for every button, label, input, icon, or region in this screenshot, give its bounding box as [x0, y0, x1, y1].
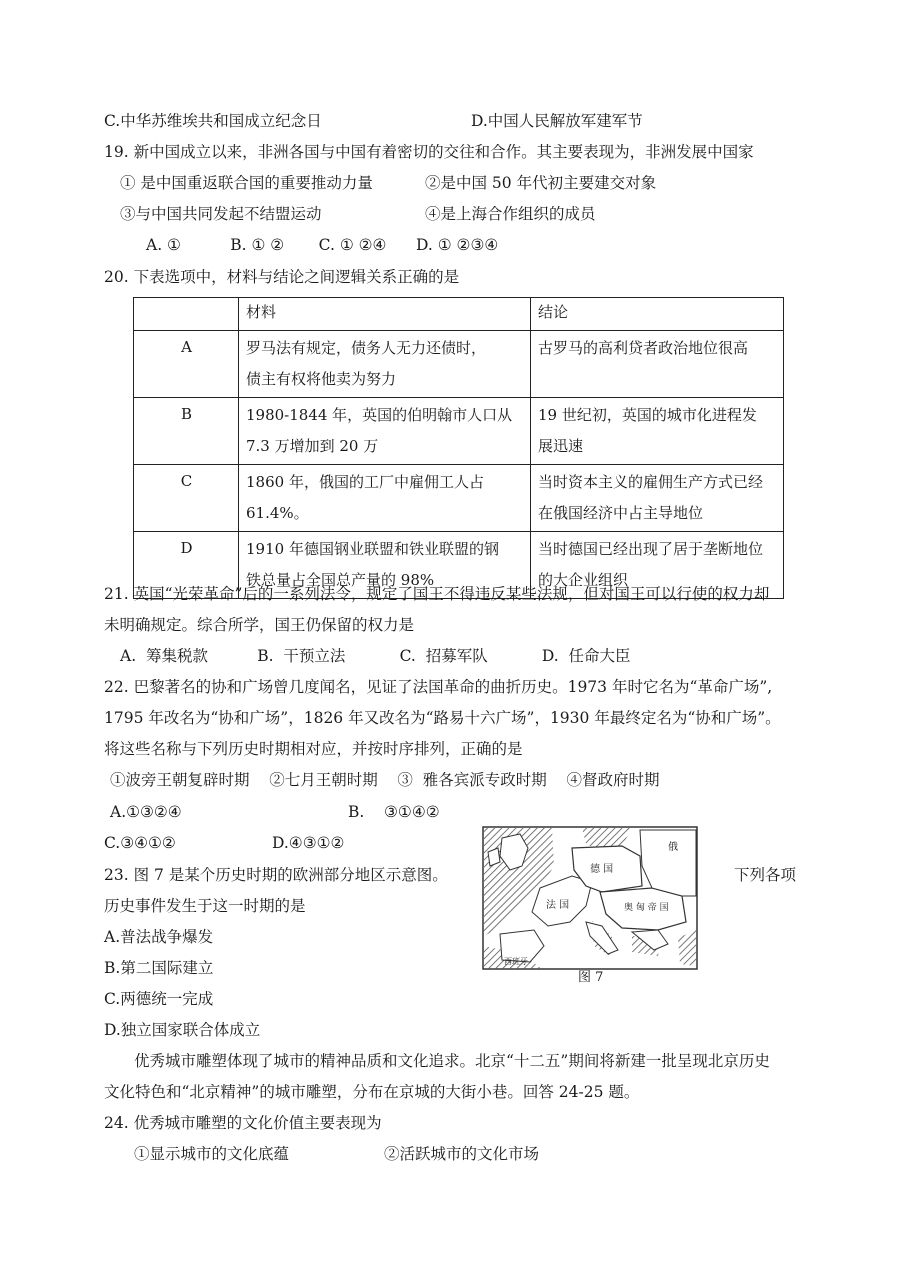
map-caption: 图 7	[578, 970, 604, 985]
conclusion-cell	[531, 465, 784, 532]
europe-map-figure	[482, 826, 698, 990]
q19-options: A. ① B. ① ② C. ① ②④ D. ① ②③④	[146, 236, 499, 254]
q23-line-2: 历史事件发生于这一时期的是	[104, 897, 306, 915]
q22-line-1: 22. 巴黎著名的协和广场曾几度闻名，见证了法国革命的曲折历史。1973 年时它名为“革命广场”,	[104, 678, 773, 696]
q20-stem: 20. 下表选项中，材料与结论之间逻辑关系正确的是	[104, 268, 460, 286]
q19-item-1: ① 是中国重返联合国的重要推动力量	[120, 174, 373, 192]
conclusion-cell	[531, 331, 784, 398]
cell-line: 1860 年，俄国的工厂中雇佣工人占	[246, 473, 484, 491]
q21-line-1: 21. 英国“光荣革命”后的一系列法令，规定了国王不得违反某些法规，但对国王可以行使的权力却	[104, 585, 770, 603]
material-cell	[239, 331, 531, 398]
cell-line: 61.4%。	[246, 504, 309, 522]
cell-line: 1910 年德国钢业联盟和铁业联盟的钢	[246, 540, 499, 558]
q22-periods: ①波旁王朝复辟时期 ②七月王朝时期 ③ 雅各宾派专政时期 ④督政府时期	[110, 771, 660, 789]
row-label: D	[134, 532, 239, 599]
cell-line: 19 世纪初，英国的城市化进程发	[538, 406, 757, 424]
row-label: C	[134, 465, 239, 532]
table-row	[134, 331, 784, 398]
cell-line	[538, 364, 777, 395]
map-label-spain: 西班牙	[504, 957, 528, 966]
table-header-cell: 材料	[239, 298, 531, 331]
cell-line: 的大企业组织	[538, 571, 629, 589]
q22-line-3: 将这些名称与下列历史时期相对应，并按时序排列，正确的是	[104, 740, 523, 758]
cell-line: 在俄国经济中占主导地位	[538, 504, 704, 522]
cell-line: 债主有权将他卖为努力	[246, 370, 397, 388]
q22-option-a: A.①③②④	[110, 803, 182, 821]
map-label-russia: 俄	[668, 842, 678, 853]
europe-map-image	[482, 826, 698, 970]
map-label-france: 法 国	[546, 900, 570, 911]
q22-line-2: 1795 年改名为“协和广场”，1826 年又改名为“路易十六广场”，1930 年最终定名为“协和广场”。	[104, 709, 781, 727]
row-label: B	[134, 398, 239, 465]
q21-options: A. 筹集税款 B. 干预立法 C. 招募军队 D. 任命大臣	[120, 647, 631, 665]
q18-option-c: C.中华苏维埃共和国成立纪念日	[104, 112, 322, 130]
q23-stem-right: 下列各项	[734, 866, 797, 884]
map-label-austria-hungary: 奥 匈 帝 国	[624, 903, 669, 913]
conclusion-cell	[531, 398, 784, 465]
cell-line: 7.3 万增加到 20 万	[246, 437, 379, 455]
q23-option-b: B.第二国际建立	[104, 959, 214, 977]
cell-line: 当时德国已经出现了居于垄断地位	[538, 540, 764, 558]
row-label: A	[134, 331, 239, 398]
q24-stem: 24. 优秀城市雕塑的文化价值主要表现为	[104, 1114, 382, 1132]
table-header-cell	[134, 298, 239, 331]
cell-line: 当时资本主义的雇佣生产方式已经	[538, 473, 764, 491]
q23-option-c: C.两德统一完成	[104, 990, 214, 1008]
q18-option-d: D.中国人民解放军建军节	[471, 112, 643, 130]
cell-line: 罗马法有规定，债务人无力还债时，	[246, 339, 487, 357]
material-cell	[239, 398, 531, 465]
table-row	[134, 398, 784, 465]
cell-line: 古罗马的高利贷者政治地位很高	[538, 339, 749, 357]
cell-line: 展迅速	[538, 437, 584, 455]
q20-table	[133, 297, 784, 599]
cell-line: 1980-1844 年，英国的伯明翰市人口从	[246, 406, 513, 424]
q19-stem: 19. 新中国成立以来，非洲各国与中国有着密切的交往和合作。其主要表现为，非洲发展中国家	[104, 143, 754, 161]
table-header-row	[134, 298, 784, 331]
q19-item-4: ④是上海合作组织的成员	[425, 205, 596, 223]
material-line-1: 优秀城市雕塑体现了城市的精神品质和文化追求。北京“十二五”期间将新建一批呈现北京历史	[134, 1052, 770, 1070]
table-row	[134, 465, 784, 532]
q23-option-a: A.普法战争爆发	[104, 928, 214, 946]
q22-option-d: D.④③①②	[272, 834, 345, 852]
table-header-cell: 结论	[531, 298, 784, 331]
q21-line-2: 未明确规定。综合所学，国王仍保留的权力是	[104, 616, 415, 634]
q22-option-b: B. ③①④②	[348, 803, 440, 821]
q23-option-d: D.独立国家联合体成立	[104, 1021, 261, 1039]
q19-item-2: ②是中国 50 年代初主要建交对象	[425, 174, 657, 192]
material-cell	[239, 465, 531, 532]
q24-item-2: ②活跃城市的文化市场	[384, 1145, 540, 1163]
q23-stem: 23. 图 7 是某个历史时期的欧洲部分地区示意图。	[104, 866, 448, 884]
q19-item-3: ③与中国共同发起不结盟运动	[120, 205, 322, 223]
material-line-2: 文化特色和“北京精神”的城市雕塑，分布在京城的大街小巷。回答 24-25 题。	[104, 1083, 640, 1101]
q22-option-c: C.③④①②	[104, 834, 176, 852]
cell-line: 铁总量占全国总产量的 98%	[246, 571, 435, 589]
map-label-germany: 德 国	[590, 864, 614, 875]
q24-item-1: ①显示城市的文化底蕴	[134, 1145, 290, 1163]
